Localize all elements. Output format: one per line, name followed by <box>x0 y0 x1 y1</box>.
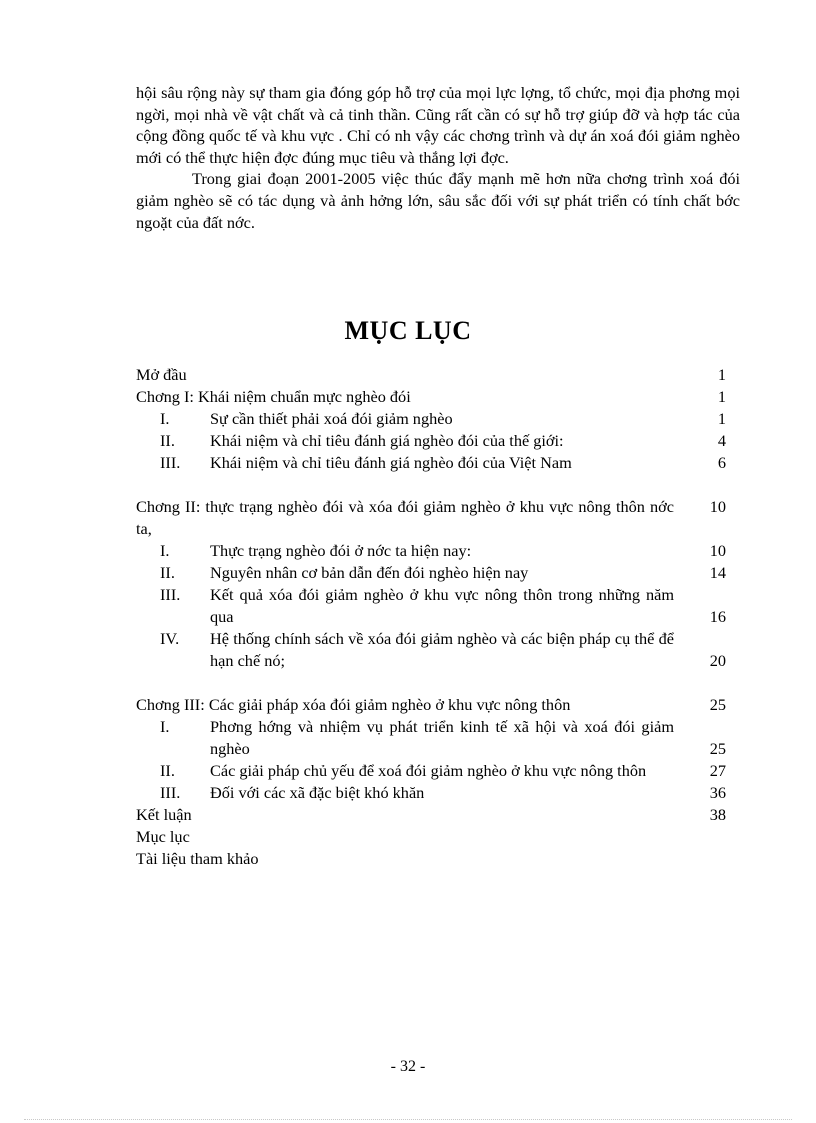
toc-section-1-2[interactable] <box>136 430 726 452</box>
toc-entry-conclusion[interactable] <box>136 804 726 826</box>
toc-chapter-page: 10 <box>709 497 726 516</box>
toc-title: MỤC LỤC <box>344 316 472 345</box>
toc-section-page: 4 <box>717 431 726 450</box>
toc-chapter-page: 25 <box>709 695 726 714</box>
toc-section-number: III. <box>160 783 181 802</box>
toc-entry-title: Tài liệu tham khảo <box>136 849 259 868</box>
intro-text <box>136 82 740 233</box>
toc-entry-title: Kết luận <box>136 805 192 824</box>
table-of-contents <box>136 364 726 870</box>
toc-section-1-3[interactable] <box>136 452 726 474</box>
toc-section-number: III. <box>160 585 181 604</box>
toc-section-number: I. <box>160 717 170 736</box>
toc-entry-contents[interactable] <box>136 826 726 848</box>
toc-section-page: 20 <box>709 651 726 670</box>
toc-chapter-page: 1 <box>717 387 726 406</box>
toc-section-title: Khái niệm và chỉ tiêu đánh giá nghèo đói của Việt Nam <box>210 453 572 472</box>
toc-section-page: 10 <box>709 541 726 560</box>
toc-section-3-3[interactable] <box>136 782 726 804</box>
toc-section-title: Nguyên nhân cơ bản dẫn đến đói nghèo hiện nay <box>210 563 529 582</box>
toc-section-page: 27 <box>709 761 726 780</box>
toc-section-2-3[interactable] <box>136 584 726 628</box>
footer-divider <box>24 1119 792 1120</box>
toc-section-title: Kết quả xóa đói giảm nghèo ở khu vực nông thôn trong những năm qua <box>210 585 674 626</box>
toc-section-number: I. <box>160 409 170 428</box>
toc-section-page: 25 <box>709 739 726 758</box>
toc-section-page: 1 <box>717 409 726 428</box>
toc-section-title: Các giải pháp chủ yếu để xoá đói giảm nghèo ở khu vực nông thôn <box>210 761 647 780</box>
toc-section-number: I. <box>160 541 170 560</box>
toc-section-3-2[interactable] <box>136 760 726 782</box>
toc-chapter-title: Chơng III: Các giải pháp xóa đói giảm nghèo ở khu vực nông thôn <box>136 695 571 714</box>
toc-section-title: Sự cần thiết phải xoá đói giảm nghèo <box>210 409 453 428</box>
page-number: - 32 - <box>390 1058 426 1075</box>
intro-paragraph-2: Trong giai đoạn 2001-2005 việc thúc đẩy mạnh mẽ hơn nữa chơng trình xoá đói giảm nghèo sẽ có tác dụng và ảnh hởng lớn, sâu sắc đối với sự phát triển có tính chất bớc ngoặt của đất nớc. <box>136 169 740 232</box>
toc-section-number: IV. <box>160 629 180 648</box>
toc-entry-page: 1 <box>717 365 726 384</box>
toc-section-number: II. <box>160 431 175 450</box>
toc-section-2-4[interactable] <box>136 628 726 672</box>
toc-entry-references[interactable] <box>136 848 726 870</box>
intro-paragraph-1: hội sâu rộng này sự tham gia đóng góp hỗ trợ của mọi lực lợng, tổ chức, mọi địa phơng mọi ngời, mọi nhà về vật chất và cả tinh thần. Cũng rất cần có sự hỗ trợ giúp đỡ và hợp tác của cộng đồng quốc tế và khu vực . Chỉ có nh vậy các chơng trình và dự án xoá đói giảm nghèo mới có thể thực hiện đợc đúng mục tiêu và thắng lợi đợc. <box>136 83 740 167</box>
toc-entry-introduction[interactable] <box>136 364 726 386</box>
toc-chapter-2[interactable] <box>136 496 726 540</box>
toc-section-page: 16 <box>709 607 726 626</box>
toc-section-2-1[interactable] <box>136 540 726 562</box>
toc-section-page: 36 <box>709 783 726 802</box>
toc-section-title: Đối với các xã đặc biệt khó khăn <box>210 783 425 802</box>
toc-entry-title: Mục lục <box>136 827 190 846</box>
toc-spacer <box>136 474 726 496</box>
toc-section-number: II. <box>160 761 175 780</box>
toc-section-1-1[interactable] <box>136 408 726 430</box>
toc-entry-page: 38 <box>709 805 726 824</box>
toc-entry-title: Mở đầu <box>136 365 187 384</box>
toc-chapter-title: Chơng II: thực trạng nghèo đói và xóa đói giảm nghèo ở khu vực nông thôn nớc ta, <box>136 497 674 538</box>
toc-section-number: II. <box>160 563 175 582</box>
toc-section-page: 14 <box>709 563 726 582</box>
toc-chapter-3[interactable] <box>136 694 726 716</box>
toc-section-title: Khái niệm và chỉ tiêu đánh giá nghèo đói của thế giới: <box>210 431 564 450</box>
toc-section-title: Hệ thống chính sách về xóa đói giảm nghèo và các biện pháp cụ thể để hạn chế nó; <box>210 629 674 670</box>
toc-chapter-title: Chơng I: Khái niệm chuẩn mực nghèo đói <box>136 387 411 406</box>
toc-spacer <box>136 672 726 694</box>
toc-section-title: Phơng hớng và nhiệm vụ phát triển kinh tế xã hội và xoá đói giảm nghèo <box>210 717 674 758</box>
toc-section-page: 6 <box>717 453 726 472</box>
toc-section-2-2[interactable] <box>136 562 726 584</box>
toc-chapter-1[interactable] <box>136 386 726 408</box>
toc-section-3-1[interactable] <box>136 716 726 760</box>
toc-section-number: III. <box>160 453 181 472</box>
toc-section-title: Thực trạng nghèo đói ở nớc ta hiện nay: <box>210 541 472 560</box>
